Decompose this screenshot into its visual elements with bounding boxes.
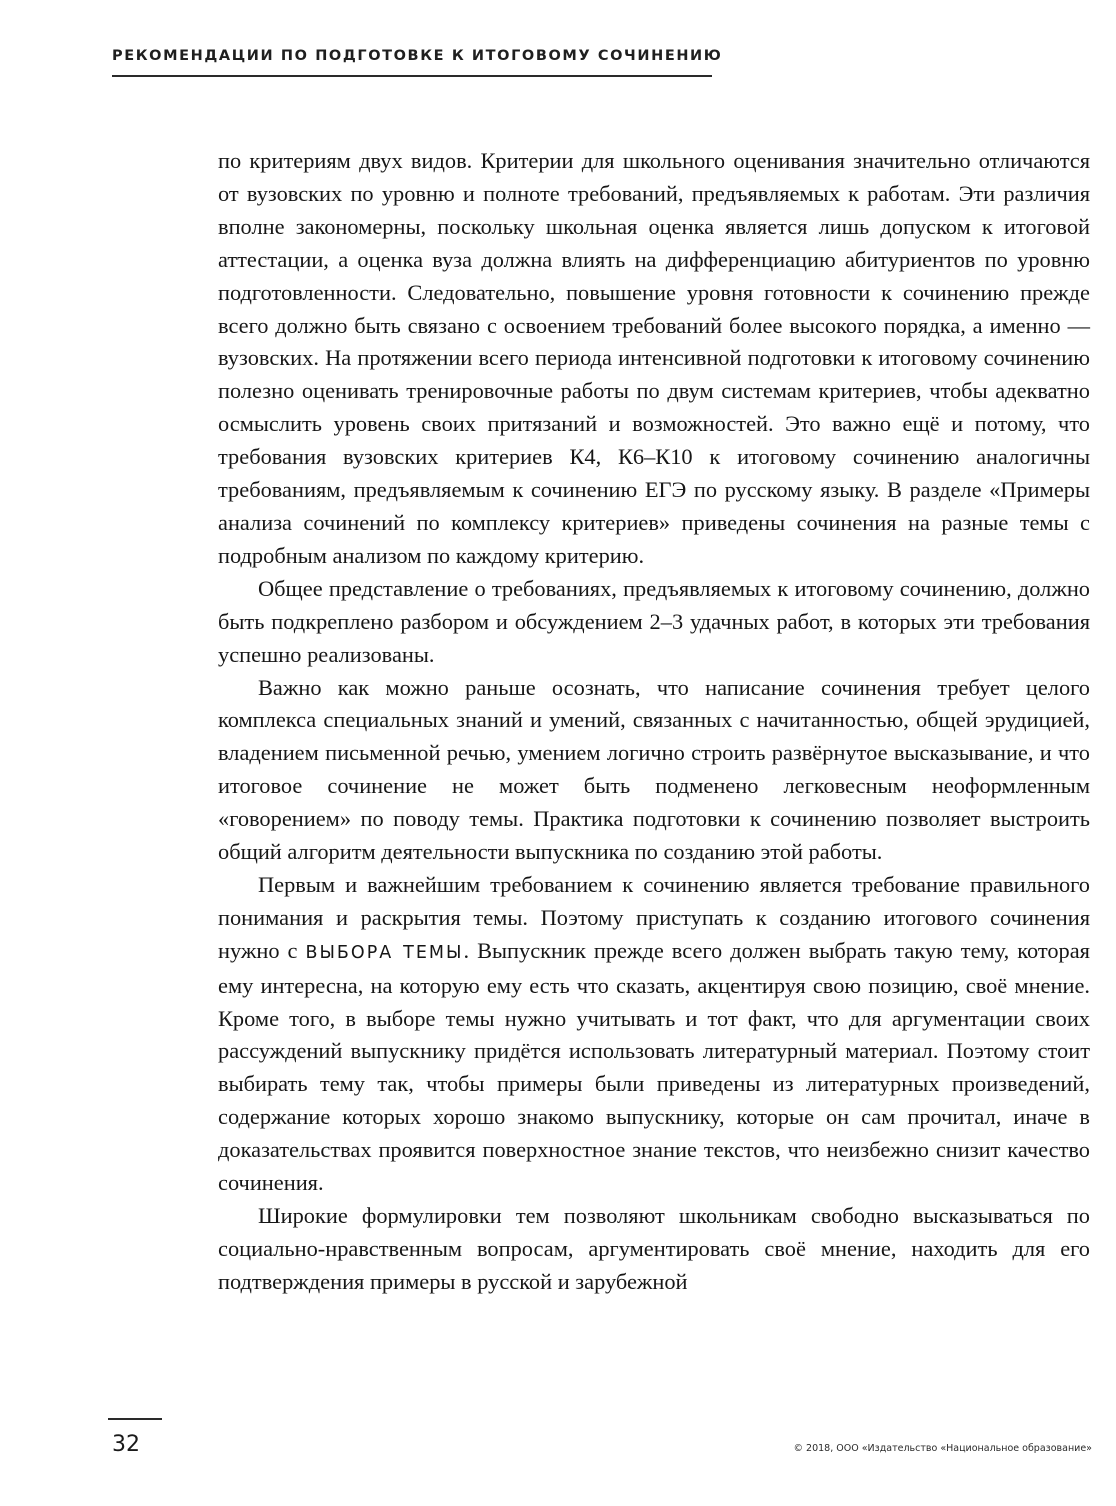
paragraph-1: по критериям двух видов. Критерии для школьного оценивания значительно отличаются от вузовских по уровню и полноте требований, предъявляемых к работам. Эти различия вполне закономерны, поскольку школьная оценка является лишь допуском к итоговой аттестации, а оценка вуза должна влиять на дифференциацию абитуриентов по уровню подготовленности. Следовательно, повышение уровня готовности к сочинению прежде всего должно быть связано с освоением требований более высокого порядка, а именно — вузовских. На протяжении всего периода интенсивной подготовки к итоговому сочинению полезно оценивать тренировочные работы по двум системам критериев, чтобы адекватно осмыслить уровень своих притязаний и возможностей. Это важно ещё и потому, что требования вузовских критериев К4, К6–К10 к итоговому сочинению аналогичны требованиям, предъявляемым к сочинению ЕГЭ по русскому языку. В разделе «Примеры анализа сочинений по комплексу критериев» приведены сочинения на разные темы с подробным анализом по каждому критерию. [218,148,1090,568]
paragraph-4 [218,869,1090,1200]
footer-rule [108,1418,162,1420]
copyright-notice: © 2018, ООО «Издательство «Национальное образование» [793,1443,1092,1454]
paragraph-3: Важно как можно раньше осознать, что написание сочинения требует целого комплекса специальных знаний и умений, связанных с начитанностью, общей эрудицией, владением письменной речью, умением логично строить развёрнутое высказывание, и что итоговое сочинение не может быть подменено легковесным неоформленным «говорением» по поводу темы. Практика подготовки к сочинению позволяет выстроить общий алгоритм деятельности выпускника по созданию этой работы. [218,674,1090,865]
running-head-title: РЕКОМЕНДАЦИИ ПО ПОДГОТОВКЕ К ИТОГОВОМУ СОЧИНЕНИЮ [112,48,723,64]
running-head [112,46,723,66]
paragraph-2: Общее представление о требованиях, предъявляемых к итоговому сочинению, должно быть подкреплено разбором и обсуждением 2–3 удачных работ, в которых эти требования успешно реализованы. [218,575,1090,667]
page-number: 32 [112,1432,140,1457]
paragraph-5: Широкие формулировки тем позволяют школьникам свободно высказываться по социально-нравственным вопросам, аргументировать своё мнение, находить для его подтверждения примеры в русской и зарубежной [218,1203,1090,1294]
paragraph-4-rest: . Выпускник прежде всего должен выбрать такую тему, которая ему интересна, на которую ему есть что сказать, акцентируя свою позицию, своё мнение. Кроме того, в выборе темы нужно учитывать и тот факт, что для аргументации своих рассуждений выпускнику придётся использовать литературный материал. Поэтому стоит выбирать тему так, чтобы примеры были приведены из литературных произведений, содержание которых хорошо знакомо выпускнику, которые он сам прочитал, иначе в доказательствах проявится поверхностное знание текстов, что неизбежно снизит качество сочинения. [218,937,1090,1196]
running-head-rule [112,75,712,77]
spaced-emphasis: ВЫБОРА ТЕМЫ [305,942,464,963]
body-text [218,145,1090,1299]
paragraph-4-lead: Первым и важнейшим требованием к сочинению является требование правильного понимания и раскрытия темы. Поэтому приступать к созданию итогового сочинения нужно с [218,871,1090,963]
